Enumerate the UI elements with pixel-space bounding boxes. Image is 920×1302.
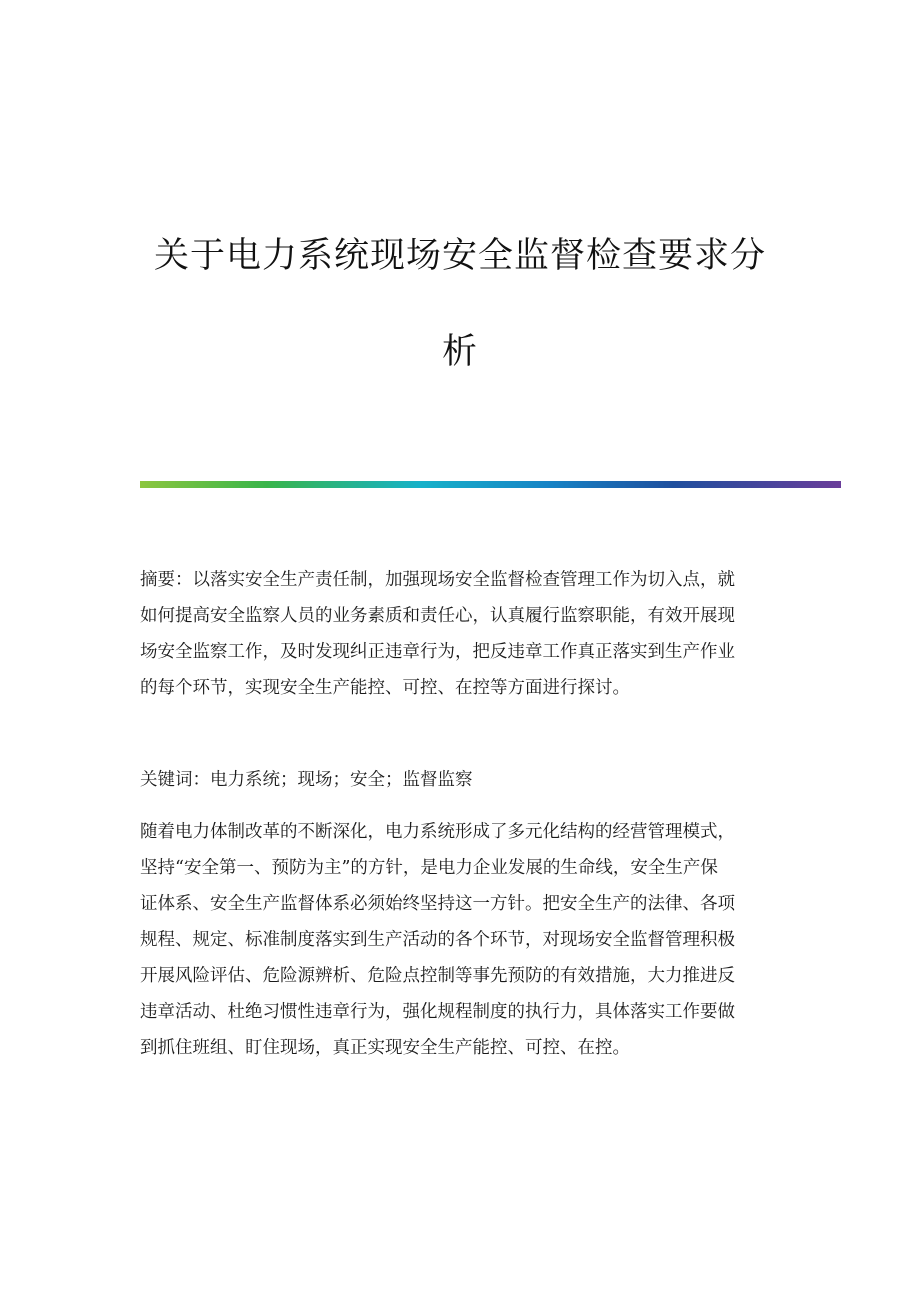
intro-line: 随着电力体制改革的不断深化，电力系统形成了多元化结构的经营管理模式， — [140, 822, 735, 842]
intro-line: 坚持“安全第一、预防为主”的方针，是电力企业发展的生命线，安全生产保 — [140, 858, 718, 878]
abstract-line: 如何提高安全监察人员的业务素质和责任心，认真履行监察职能，有效开展现 — [140, 606, 735, 626]
intro-line: 开展风险评估、危险源辨析、危险点控制等事先预防的有效措施，大力推进反 — [140, 966, 735, 986]
intro-line: 规程、规定、标准制度落实到生产活动的各个环节，对现场安全监督管理积极 — [140, 930, 735, 950]
intro-line: 违章活动、杜绝习惯性违章行为，强化规程制度的执行力，具体落实工作要做 — [140, 1002, 735, 1022]
keywords-line — [140, 762, 780, 798]
gradient-divider — [140, 481, 841, 488]
abstract-paragraph — [140, 562, 780, 706]
title-line-1: 关于电力系统现场安全监督检查要求分 — [153, 236, 766, 276]
intro-paragraph — [140, 814, 780, 1066]
document-title — [120, 208, 800, 400]
title-line-2: 析 — [441, 332, 478, 372]
intro-line: 到抓住班组、盯住现场，真正实现安全生产能控、可控、在控。 — [140, 1038, 630, 1058]
intro-line: 证体系、安全生产监督体系必须始终坚持这一方针。把安全生产的法律、各项 — [140, 894, 735, 914]
keywords-text: 关键词：电力系统；现场；安全；监督监察 — [140, 770, 473, 790]
abstract-line: 的每个环节，实现安全生产能控、可控、在控等方面进行探讨。 — [140, 678, 630, 698]
abstract-line: 场安全监察工作，及时发现纠正违章行为，把反违章工作真正落实到生产作业 — [140, 642, 735, 662]
abstract-line: 摘要：以落实安全生产责任制，加强现场安全监督检查管理工作为切入点，就 — [140, 570, 735, 590]
